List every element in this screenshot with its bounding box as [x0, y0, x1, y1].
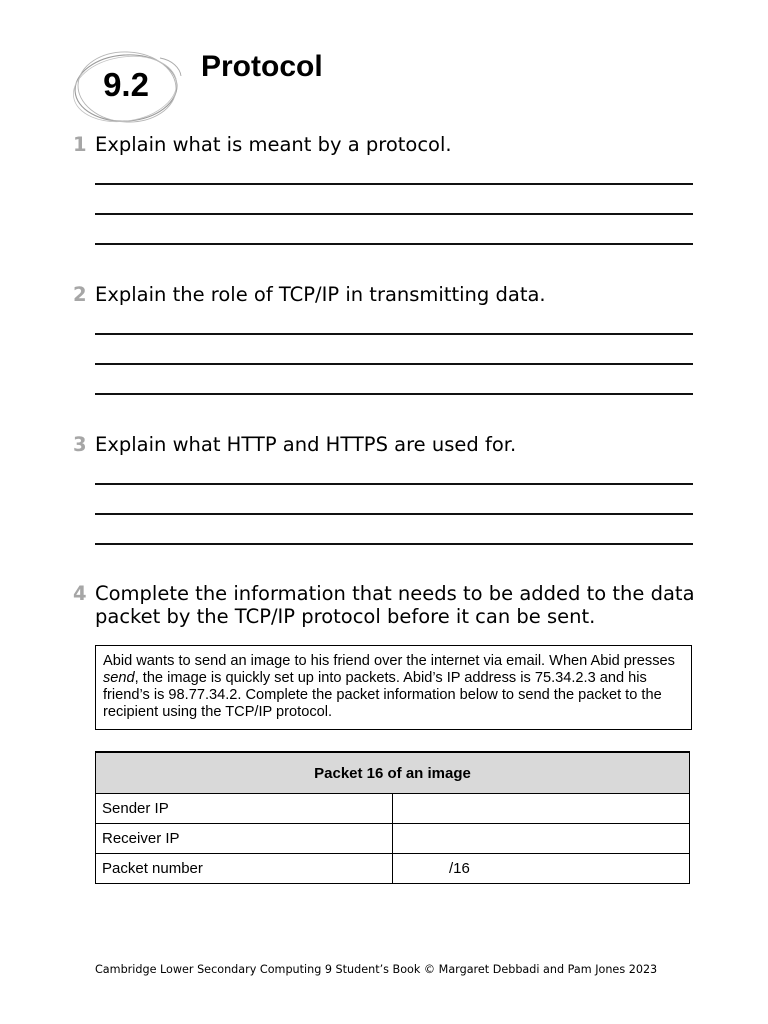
- answer-line[interactable]: [95, 243, 693, 245]
- section-badge: [72, 50, 184, 126]
- table-row: [96, 794, 690, 824]
- answer-line[interactable]: [95, 363, 693, 365]
- answer-line[interactable]: [95, 513, 693, 515]
- answer-line[interactable]: [95, 333, 693, 335]
- scenario-italic: send: [103, 670, 135, 686]
- table-row: [96, 824, 690, 854]
- question-number: 4: [73, 582, 87, 605]
- sender-ip-cell[interactable]: [393, 794, 690, 824]
- question-text: Explain what is meant by a protocol.: [95, 133, 452, 156]
- answer-line[interactable]: [95, 183, 693, 185]
- section-number: 9.2: [103, 66, 149, 103]
- receiver-ip-cell[interactable]: [393, 824, 690, 854]
- scenario-text: Abid wants to send an image to his friend over the internet via email. When Abid presses: [103, 653, 675, 669]
- row-label: Packet number: [96, 854, 393, 884]
- page-title: Protocol: [201, 50, 323, 83]
- table-row: [96, 854, 690, 884]
- question-text: Explain what HTTP and HTTPS are used for.: [95, 433, 517, 456]
- question-text: Complete the information that needs to be added to the data packet by the TCP/IP protocol before it can be sent.: [95, 582, 695, 628]
- answer-line[interactable]: [95, 213, 693, 215]
- row-label: Sender IP: [96, 794, 393, 824]
- footer-credit: Cambridge Lower Secondary Computing 9 Student’s Book © Margaret Debbadi and Pam Jones 2023: [95, 963, 658, 976]
- row-label: Receiver IP: [96, 824, 393, 854]
- packet-table: [95, 751, 690, 884]
- question-number: 2: [73, 283, 87, 306]
- answer-line[interactable]: [95, 483, 693, 485]
- question-number: 3: [73, 433, 87, 456]
- packet-table-header: Packet 16 of an image: [96, 752, 690, 794]
- answer-line[interactable]: [95, 543, 693, 545]
- answer-line[interactable]: [95, 393, 693, 395]
- scenario-box: [95, 645, 692, 730]
- scenario-text: , the image is quickly set up into packets. Abid’s IP address is 75.34.2.3 and his friend’s is 98.77.34.2. Complete the packet information below to send the packet to the recipient using the TCP/IP protocol.: [103, 670, 662, 720]
- question-number: 1: [73, 133, 87, 156]
- packet-number-cell[interactable]: /16: [393, 854, 690, 884]
- question-text: Explain the role of TCP/IP in transmitting data.: [95, 283, 546, 306]
